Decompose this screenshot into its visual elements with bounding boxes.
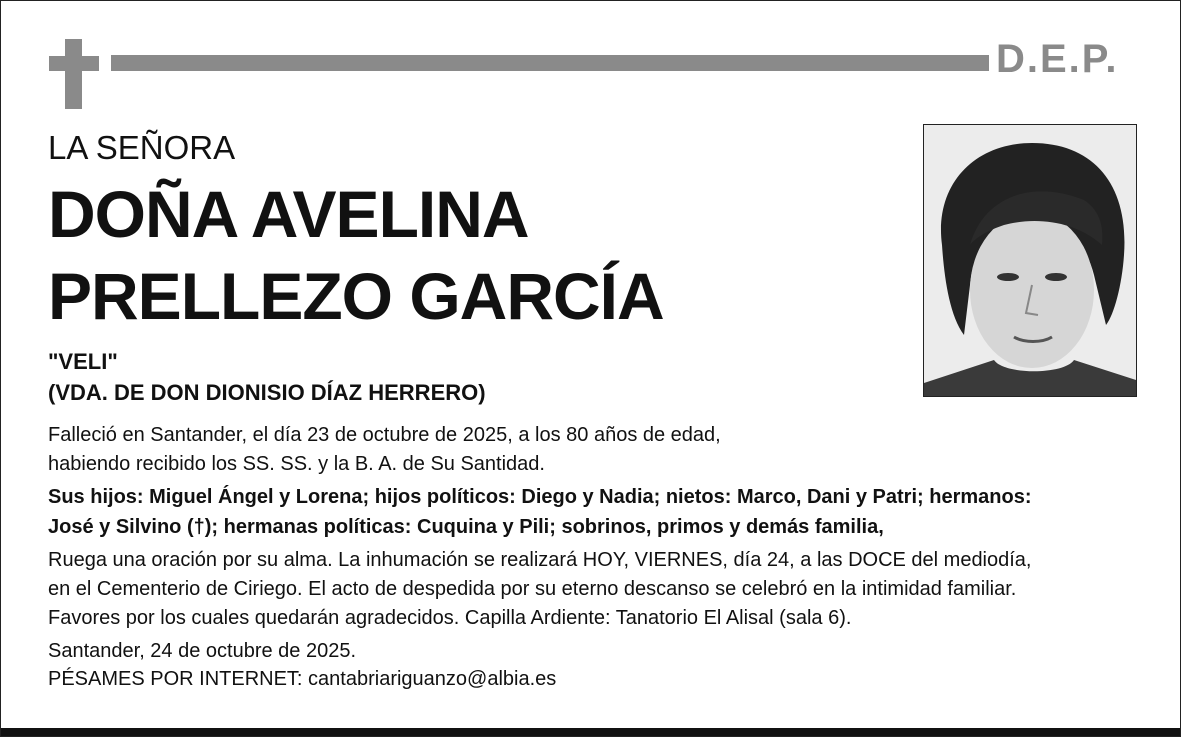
header-rule (111, 55, 989, 71)
honorific-title: LA SEÑORA (48, 129, 236, 166)
death-line-2: habiendo recibido los SS. SS. y la B. A. de Su Santidad. (48, 453, 545, 475)
deceased-name-line2: PRELLEZO GARCÍA (48, 259, 664, 333)
condolences-contact: PÉSAMES POR INTERNET: cantabriariguanzo@albia.es (48, 668, 557, 690)
dep-label: D.E.P. (996, 37, 1119, 81)
funeral-request (48, 546, 1148, 633)
family-line-1: Sus hijos: Miguel Ángel y Lorena; hijos políticos: Diego y Nadia; nietos: Marco, Dani y Patri; hermanos: (48, 486, 1032, 508)
death-announcement (48, 421, 1148, 479)
death-line-1: Falleció en Santander, el día 23 de octubre de 2025, a los 80 años de edad, (48, 424, 721, 446)
portrait-photo (923, 124, 1137, 397)
deceased-name-line1: DOÑA AVELINA (48, 177, 529, 251)
request-line-2: en el Cementerio de Ciriego. El acto de despedida por su eterno descanso se celebró en la intimidad familiar. (48, 578, 1017, 600)
place-date: Santander, 24 de octubre de 2025. (48, 640, 357, 662)
request-line-1: Ruega una oración por su alma. La inhumación se realizará HOY, VIERNES, día 24, a las DOCE del mediodía, (48, 549, 1032, 571)
nickname: "VELI" (48, 349, 118, 374)
bottom-border (1, 728, 1180, 736)
family-list (48, 482, 1148, 542)
request-line-3: Favores por los cuales quedarán agradecidos. Capilla Ardiente: Tanatorio El Alisal (sala 6). (48, 607, 852, 629)
cross-icon (49, 39, 99, 109)
family-line-2: José y Silvino (†); hermanas políticas: Cuquina y Pili; sobrinos, primos y demás familia, (48, 516, 884, 538)
widow-of: (VDA. DE DON DIONISIO DÍAZ HERRERO) (48, 380, 486, 405)
